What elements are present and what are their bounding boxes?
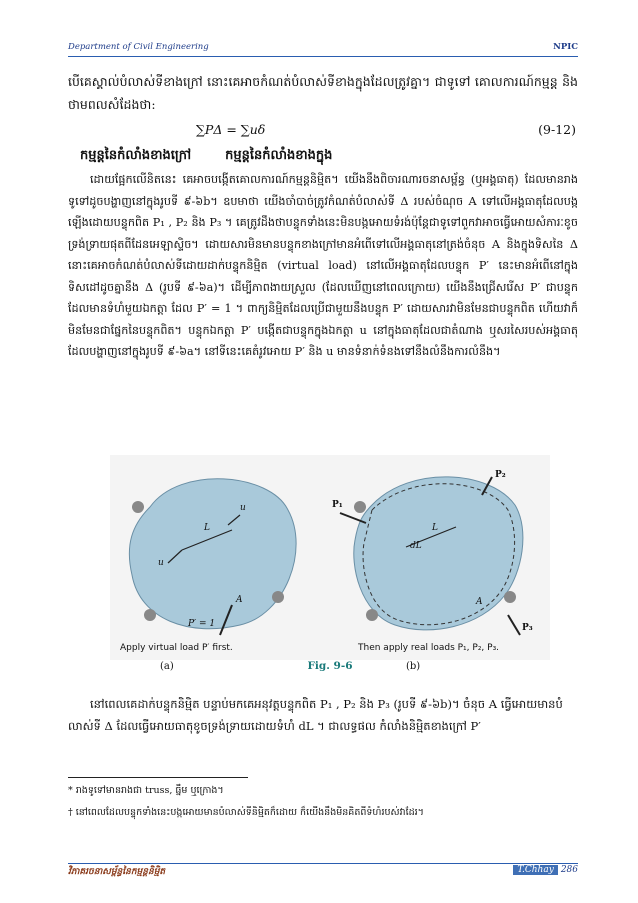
header-left: Department of Civil Engineering xyxy=(68,42,209,52)
page-number: 286 xyxy=(560,865,578,875)
footnote-1: * រាងទូទៅមានរាងជា truss, ធ្នឹម ឬក្រោង។ xyxy=(68,785,224,796)
label-u-top: u xyxy=(240,503,246,513)
label-L-left: L xyxy=(204,523,210,533)
equation-9-12 xyxy=(68,116,578,142)
support-right-3 xyxy=(366,609,378,621)
figure-9-6 xyxy=(110,455,550,680)
figure-caption: Fig. 9-6 xyxy=(307,660,353,672)
label-p1: P₁ xyxy=(332,500,343,510)
footer-author: T.Chhay xyxy=(513,865,557,875)
label-apply-real: Then apply real loads P₁, P₂, P₃. xyxy=(358,643,500,653)
support-left-2 xyxy=(272,591,284,603)
figure-drawing xyxy=(110,455,550,660)
body-shape-left xyxy=(129,479,296,629)
main-text xyxy=(68,70,578,363)
label-p2: P₂ xyxy=(495,470,506,480)
paragraph-real-loads-text: នៅពេលគេដាក់បន្ទុកនិម្មិត បន្ទាប់មកគេអនុវត្តបន្ទុកពិត P₁ , P₂ និង P₃ (រូបទី ៩-៦b)។ ចំនុច A ធ្វើអោយមានបំលាស់ទី Δ ដែលធ្វើអោយធាតុខូចទ្រង់ទ្រាយដោយទំហំ dL ។ ជាលទ្ធផល កំលាំងនិម្មិតខាងក្រៅ P′ xyxy=(68,697,563,733)
heading-external-work: កម្មន្តនៃកំលាំងខាងក្រៅ xyxy=(80,148,192,163)
support-right-1 xyxy=(354,501,366,513)
equation-number: (9-12) xyxy=(538,122,576,137)
footnote-2: † នៅពេលដែលបន្ទុកទាំងនេះបង្កអោយមានបំលាស់ទីនិម្មិតក៏ដោយ ក៏យើងនឹងមិនគិតពីទំហំរបស់វាដែរ។ xyxy=(68,807,424,818)
support-left-3 xyxy=(144,609,156,621)
header-right: NPIC xyxy=(553,42,578,52)
heading-internal-work: កម្មន្តនៃកំលាំងខាងក្នុង xyxy=(225,148,333,163)
footer-right xyxy=(513,865,578,875)
paragraph-virtual-work: ដោយផ្អែកលើនិតនេះ គេអាចបង្កើតគោលការណ៍កម្មន្តនិម្មិត។ យើងនឹងពិចារណារចនាសម្ព័ន្ធ (ឬអង្គធាតុ) ដែលមានរាងទូទៅដូចបង្ហាញនៅក្នុងរូបទី ៩-៦b។ ឧបមាថា យើងចាំបាច់ត្រូវកំណត់បំលាស់ទី Δ របស់ចំណុច A ទៅលើអង្គធាតុដែលបង្កឡើងដោយបន្ទុកពិត P₁ , P₂ និង P₃ ។ គេត្រូវដឹងថាបន្ទុកទាំងនេះមិនបង្កអោយទំរង់ប៉ុន្តែជាទូទៅពួកវាអាចធ្វើអោយសំភារៈខូចទ្រង់ទ្រាយផុតពីដែនអេឡាស្ទិច។ ដោយសារមិនមានបន្ទុកខាងក្រៅមានអំពើទៅលើអង្គធាតុនៅត្រង់ចំនុច A និងក្នុងទិសនៃ Δ នោះគេអាចកំណត់បំលាស់ទីដោយដាក់បន្ទុកនិម្មិត (virtual load) នៅលើអង្គធាតុដែលបន្ទុក P′ នេះមានអំពើនៅក្នុងទិសដៅដូចគ្នានឹង Δ (រូបទី ៩-៦a)។ ដើម្បីភាពងាយស្រួល (ដែលឃើញនៅពេលក្រោយ) យើងនឹងជ្រើសរើស P′ ជាបន្ទុកដែលមានទំហំមួយឯកត្តា ដែល P′ = 1 ។ ពាក្យនិម្មិតដែលប្រើជាមួយនឹងបន្ទុក P′ ដោយសារវាមិនមែនជាបន្ទុកពិត ហើយវាក៏មិនមែនជាផ្នែកនៃបន្ទុកពិត។ បន្ទុកឯកត្តា P′ បង្កើតជាបន្ទុកក្នុងឯកត្តា u នៅក្នុងធាតុដែលជាតំណាង ឬសរសៃរបស់អង្គធាតុដែលបង្ហាញនៅក្នុងរូបទី ៩-៦a។ នៅទីនេះគេតំរូវអោយ P′ និង u មានទំនាក់ទំនងទៅនឹងលំនឹងការលំនឹង។ xyxy=(68,173,578,358)
label-A-left: A xyxy=(236,595,243,605)
label-a: (a) xyxy=(160,661,174,672)
work-headings xyxy=(80,144,578,167)
footer-title: វិភាគរចនាសម្ព័ន្ធនៃកម្មន្តនិម្មិត xyxy=(68,867,166,877)
label-apply-virtual: Apply virtual load P′ first. xyxy=(120,643,233,653)
page-header xyxy=(68,42,578,57)
paragraph-real-loads xyxy=(68,693,578,737)
label-L-right: L xyxy=(432,523,438,533)
footnote-rule xyxy=(68,777,248,778)
label-b: (b) xyxy=(406,661,421,672)
label-virtual-load: P′ = 1 xyxy=(188,619,216,629)
page-footer xyxy=(68,863,578,878)
label-A-right: A xyxy=(476,597,483,607)
label-u-bottom: u xyxy=(158,558,164,568)
support-left-1 xyxy=(132,501,144,513)
support-right-2 xyxy=(504,591,516,603)
label-p3: P₃ xyxy=(522,623,533,633)
intro-paragraph: បើគេស្គាល់បំលាស់ទីខាងក្រៅ នោះគេអាចកំណត់បំលាស់ទីខាងក្នុងដែលត្រូវគ្នា។ ជាទូទៅ គោលការណ៍កម្មន្ត និងថាមពលសំដែងថា: xyxy=(68,74,578,112)
equation-formula: ∑PΔ = ∑uδ xyxy=(196,122,266,137)
label-dL: dL xyxy=(410,541,422,551)
